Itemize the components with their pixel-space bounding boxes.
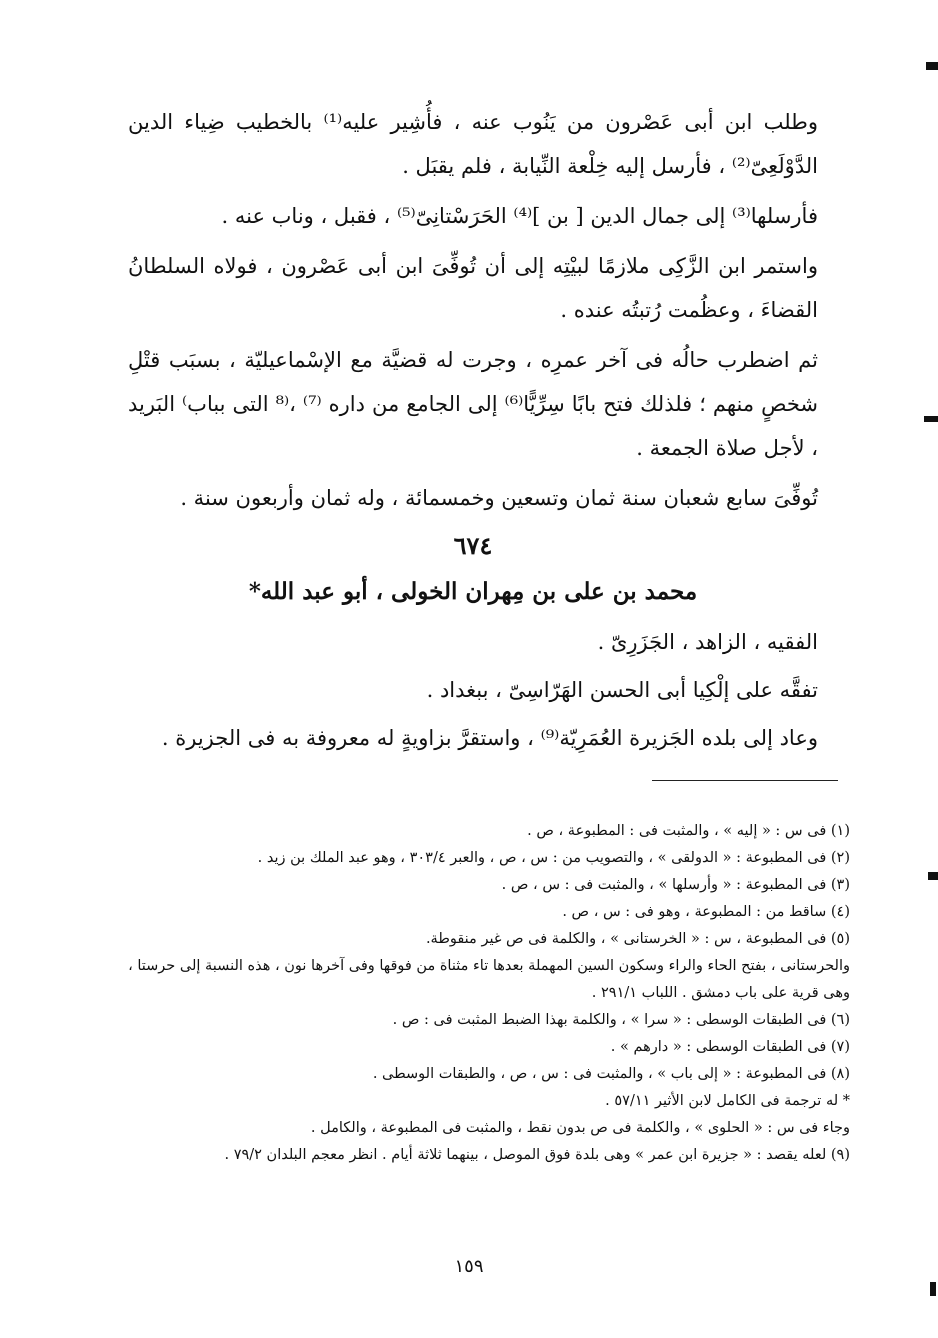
paragraph-secret-door: ثم اضطرب حالُه فى آخر عمرِه ، وجرت له قضيَّة مع الإسْماعيليّة ، بسبَب قتْلِ شخصٍ منهم ؛ فلذلك فتح بابًا سِرِّيًّا⁽⁶⁾ إلى الجامع من داره ⁽⁷⁾ ،⁽⁸ التى بباب⁾ البَريد ، لأجل صلاة الجمعة . <box>128 348 818 460</box>
entry-line-titles: الفقيه ، الزاهد ، الجَزَرِىّ . <box>597 630 818 654</box>
scan-edge-mark-top <box>926 62 938 70</box>
paragraph-death-date: تُوفِّىَ سابع شعبان سنة ثمان وتسعين وخمسمائة ، وله ثمان وأربعون سنة . <box>180 486 818 510</box>
footnote-star-continuation: وجاء فى س : « الحلوى » ، والكلمة فى ص بدون نقط ، والمثبت فى المطبوعة ، والكامل . <box>310 1120 850 1136</box>
page-number: ١٥٩ <box>454 1256 484 1277</box>
footnote-7: (٧) فى الطبقات الوسطى : « دارهم » . <box>610 1039 850 1055</box>
scan-edge-mark-lower <box>928 872 938 880</box>
scan-edge-mark-bottom <box>930 1282 936 1296</box>
footnote-6: (٦) فى الطبقات الوسطى : « سرا » ، والكلمة بهذا الضبط المثبت فى : ص . <box>392 1012 850 1028</box>
footnote-4: (٤) ساقط من : المطبوعة ، وهو فى : س ، ص . <box>562 904 850 920</box>
footnote-star: * له ترجمة فى الكامل لابن الأثير ٥٧/١١ . <box>605 1093 850 1109</box>
paragraph-sent-to-harastani: فأرسلها⁽³⁾ إلى جمال الدين [ بن ]⁽⁴⁾ الحَرَسْتانِىّ⁽⁵⁾ ، فقبل ، وناب عنه . <box>221 204 818 228</box>
footnote-5: (٥) فى المطبوعة ، س : « الخرستانى » ، والكلمة فى ص غير منقوطة. <box>425 931 850 947</box>
entry-heading: محمد بن على بن مِهران الخولى ، أبو عبد الله* <box>248 578 698 605</box>
footnote-8: (٨) فى المطبوعة : « إلى باب » ، والمثبت فى : س ، ص ، والطبقات الوسطى . <box>372 1066 850 1082</box>
entry-line-studies: تفقَّه على إلْكِيا أبى الحسن الهَرّاسِىّ ، ببغداد . <box>426 678 818 702</box>
footnote-3: (٣) فى المطبوعة : « وأرسلها » ، والمثبت فى : س ، ص . <box>501 877 850 893</box>
footnote-separator <box>652 780 838 781</box>
paragraph-deputy-request: وطلب ابن أبى عَصْرون من يَنُوب عنه ، فأُشِير عليه⁽¹⁾ بالخطيب ضِياء الدين الدَّوْلَعِىّ⁽²⁾ ، فأرسل إليه خِلْعة النِّيابة ، فلم يقبَل . <box>128 110 819 178</box>
entry-line-return: وعاد إلى بلده الجَزيرة العُمَرِيّة⁽⁹⁾ ، واستقرَّ بزاويةٍ له معروفة به فى الجزيرة . <box>161 726 818 750</box>
footnote-2: (٢) فى المطبوعة : « الدولقى » ، والتصويب من : س ، ص ، والعبر ٣٠٣/٤ ، وهو عبد الملك بن زيد . <box>257 850 850 866</box>
footnote-5-continuation: والحرستانى ، بفتح الحاء والراء وسكون السين المهملة بعدها تاء مثناة من فوقها وفى آخرها نون ، هذه النسبة إلى حرستا ، وهى قرية على باب دمشق . اللباب ٢٩١/١ . <box>128 958 850 1001</box>
scan-edge-mark-middle <box>924 416 938 422</box>
footnotes <box>128 818 850 1169</box>
footnote-9: (٩) لعله يقصد : « جزيرة ابن عمر » وهى بلدة فوق الموصل ، بينهما ثلاثة أيام . انظر معجم البلدان ٧٩/٢ . <box>224 1147 850 1163</box>
paragraph-judgeship: واستمر ابن الزَّكِى ملازمًا لبيْتِه إلى أن تُوفِّىَ ابن أبى عَصْرون ، فولاه السلطانُ القضاءَ ، وعظُمت رُتبتُه عنده . <box>128 254 818 322</box>
main-text <box>128 100 818 764</box>
entry-number: ٦٧٤ <box>453 531 493 560</box>
footnote-1: (١) فى س : « إليه » ، والمثبت فى : المطبوعة ، ص . <box>527 823 850 839</box>
